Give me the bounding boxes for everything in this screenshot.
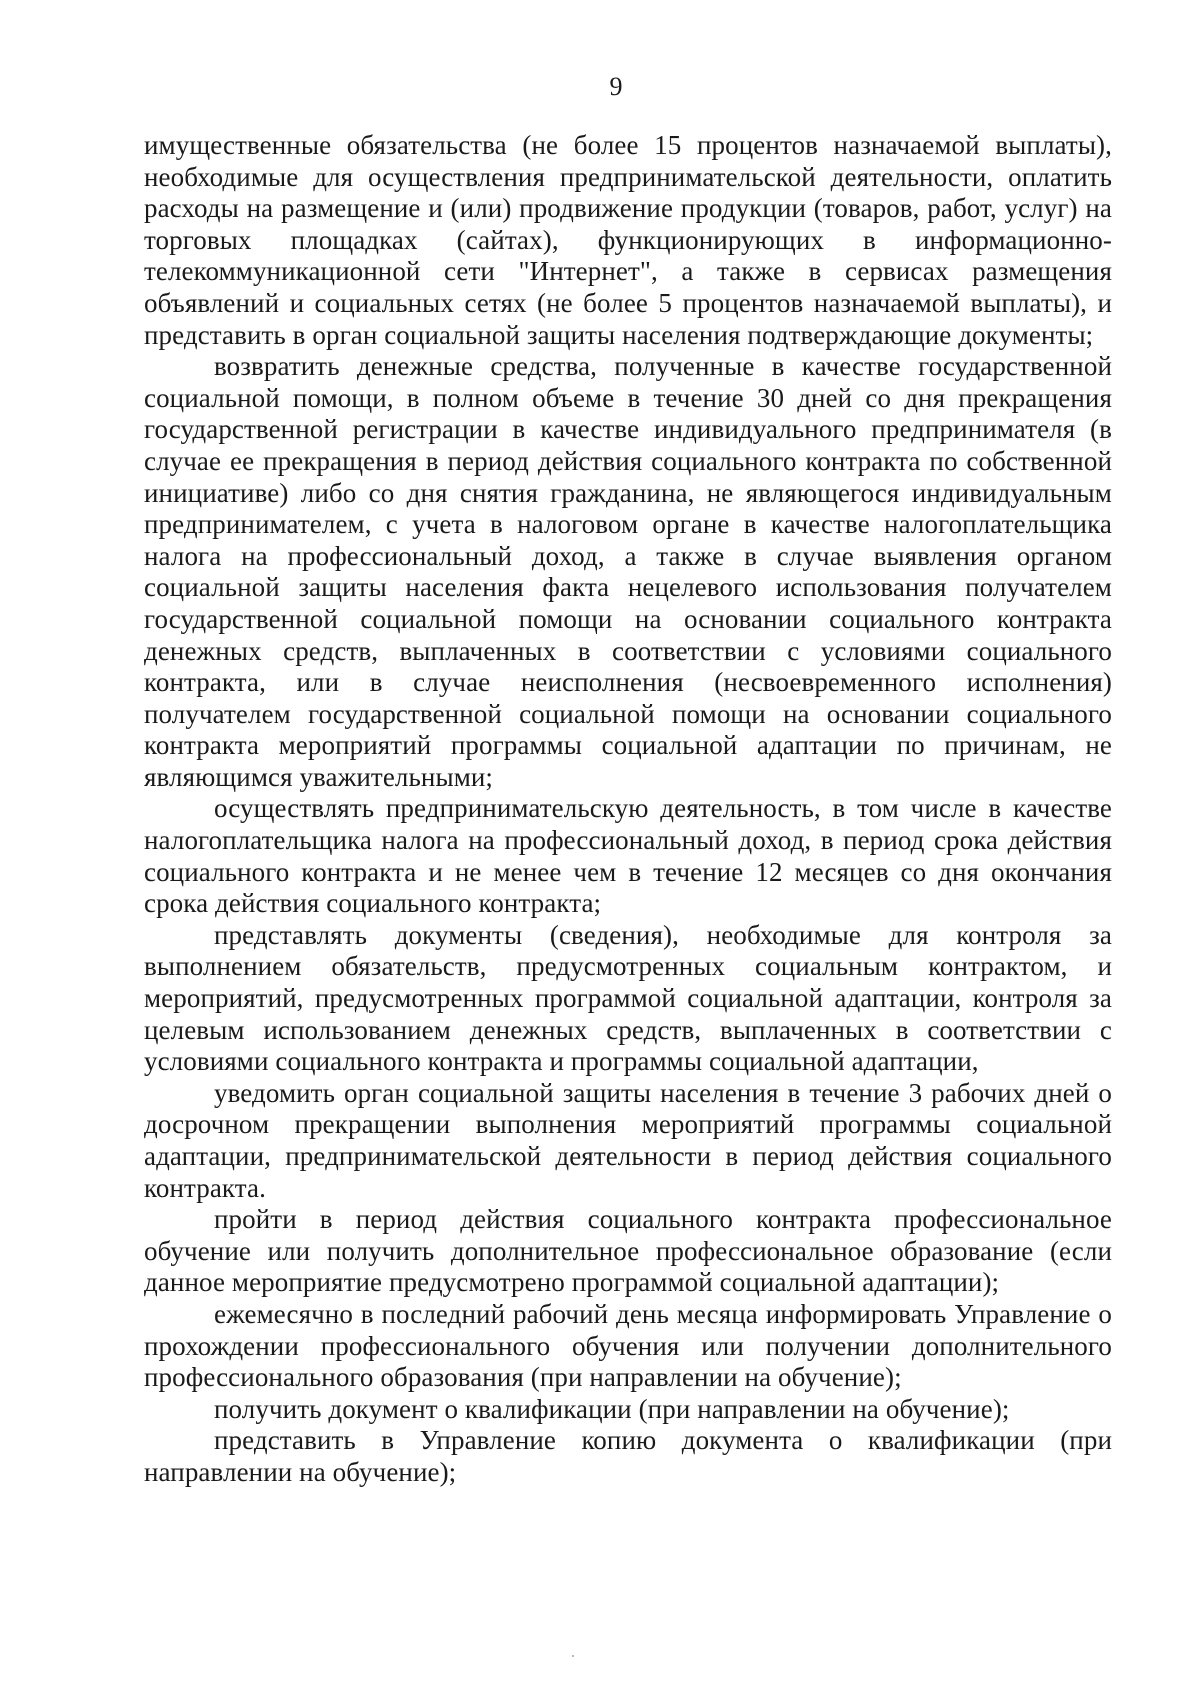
page-number: 9 (609, 72, 623, 101)
paragraph-submit-copy: представить в Управление копию документа о квалификации (при направлении на обучение); (144, 1425, 1112, 1487)
paragraph-qualification-document: получить документ о квалификации (при направлении на обучение); (214, 1393, 1010, 1424)
paragraph-monthly-report: ежемесячно в последний рабочий день месяца информировать Управление о прохождении профессионального обучения или получении дополнительного профессионального образования (при направлении на обучение); (144, 1298, 1112, 1393)
document-body (144, 130, 1112, 1489)
paragraph-business-activity: осуществлять предпринимательскую деятельность, в том числе в качестве налогоплательщика налога на профессиональный доход, в период срока действия социального контракта и не менее чем в течение 12 месяцев со дня окончания срока действия социального контракта; (144, 793, 1112, 919)
paragraph-notify-termination: уведомить орган социальной защиты населения в течение 3 рабочих дней о досрочном прекращении выполнения мероприятий программы социальной адаптации, предпринимательской деятельности в период действия социального контракта. (144, 1077, 1112, 1203)
paragraph-continuation: имущественные обязательства (не более 15 процентов назначаемой выплаты), необходимые для осуществления предпринимательской деятельности, оплатить расходы на размещение и (или) продвижение продукции (товаров, работ, услуг) на торговых площадках (сайтах), функционирующих в информационно-телекоммуникационной сети "Интернет", а также в сервисах размещения объявлений и социальных сетях (не более 5 процентов назначаемой выплаты), и представить в орган социальной защиты населения подтверждающие документы; (144, 130, 1112, 350)
scan-speck (572, 1655, 574, 1657)
paragraph-refund-obligation: возвратить денежные средства, полученные в качестве государственной социальной помощи, в полном объеме в течение 30 дней со дня прекращения государственной регистрации в качестве индивидуального предпринимателя (в случае ее прекращения в период действия социального контракта по собственной инициативе) либо со дня снятия гражданина, не являющегося индивидуальным предпринимателем, с учета в налоговом органе в качестве налогоплательщика налога на профессиональный доход, а также в случае выявления органом социальной защиты населения факта нецелевого использования получателем государственной социальной помощи на основании социального контракта денежных средств, выплаченных в соответствии с условиями социального контракта, или в случае неисполнения (несвоевременного исполнения) получателем государственной социальной помощи на основании социального контракта мероприятий программы социальной адаптации по причинам, не являющимся уважительными; (144, 351, 1112, 792)
paragraph-training: пройти в период действия социального контракта профессиональное обучение или получить дополнительное профессиональное образование (если данное мероприятие предусмотрено программой социальной адаптации); (144, 1204, 1112, 1298)
paragraph-submit-documents: представлять документы (сведения), необходимые для контроля за выполнением обязательств, предусмотренных социальным контрактом, и мероприятий, предусмотренных программой социальной адаптации, контроля за целевым использованием денежных средств, выплаченных в соответствии с условиями социального контракта и программы социальной адаптации, (144, 919, 1112, 1077)
